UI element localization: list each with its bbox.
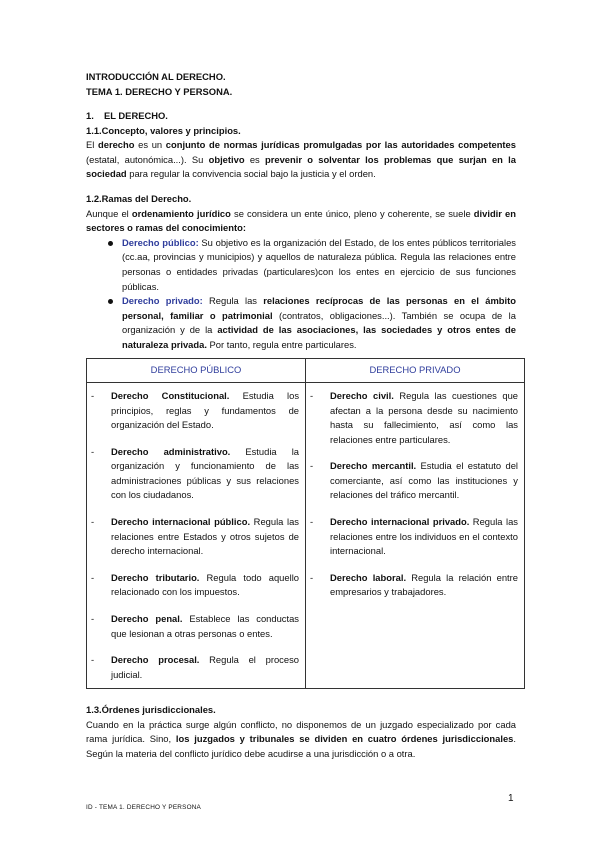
text-run: (contratos, obligaciones...). También se ocupa de la organización y de la (122, 309, 516, 336)
bullet-derecho-privado (122, 294, 516, 352)
text-run: (estatal, autonómica...). Su (86, 153, 209, 165)
table-entry (91, 612, 299, 641)
entry-name: Derecho mercantil. (330, 460, 417, 472)
publico-column (87, 382, 306, 688)
section-1-3-heading: 1.3.Órdenes jurisdiccionales. (86, 704, 216, 716)
section-1-2-heading: 1.2.Ramas del Derecho. (86, 193, 192, 205)
dash: - (91, 654, 95, 666)
table-entry (91, 571, 299, 600)
section-1-2-paragraph (86, 207, 516, 236)
bold-run: relaciones recíprocas de las personas en el ámbito personal, familiar o patrimonial (122, 295, 516, 321)
text-run: Por tanto, regula entre particulares. (206, 338, 357, 350)
ramas-bullet-list (86, 236, 516, 353)
entry-desc: Estudia la organización y funcionamiento de las administraciones públicas y sus relaciones con los ciudadanos. (111, 445, 299, 501)
text-run: Su objetivo es la organización del Estado, de los entes públicos territoriales (cc.aa, provincias y municipios) y aquellos de naturaleza pública. Regula las relaciones entre personas o entidades privadas (particulares)con los entes en ejercicio de sus funciones públicas. (122, 236, 516, 292)
document-content (86, 70, 516, 762)
entry-desc: Regula las cuestiones que afectan a la persona desde su nacimiento hasta su fallecimiento, así como las relaciones entre particulares. (330, 389, 518, 445)
entry-name: Derecho Constitucional. (111, 389, 230, 401)
text-run: Aunque el (86, 207, 132, 219)
bold-run: los juzgados y tribunales se dividen en cuatro órdenes jurisdiccionales (175, 733, 514, 745)
section-1-1-paragraph (86, 138, 516, 182)
entry-name: Derecho procesal. (111, 654, 200, 666)
bold-run: actividad de las asociaciones, las sociedades y otros entes de naturaleza privada. (122, 324, 516, 350)
text-run: Cuando en la práctica surge algún conflicto, no disponemos de un juzgado especializado por cada rama jurídica. Sino, (86, 718, 516, 745)
text-run: es (244, 153, 265, 165)
table-entry (91, 445, 299, 503)
text-run: . Según la materia del conflicto jurídico debe acudirse a una jurisdicción o a otra. (86, 733, 516, 759)
entry-name: Derecho internacional público. (111, 516, 251, 528)
column-header-publico: DERECHO PÚBLICO (87, 359, 306, 383)
bullet-label: Derecho público: (122, 236, 199, 248)
entry-desc: Regula las relaciones entre Estados y otros sujetos de derecho internacional. (111, 516, 299, 557)
dash: - (91, 389, 95, 401)
section-1-1-heading: 1.1.Concepto, valores y principios. (86, 124, 241, 136)
table-entry (310, 571, 518, 600)
section-1-title: EL DERECHO. (104, 110, 168, 122)
dash: - (91, 571, 95, 583)
entry-name: Derecho tributario. (111, 571, 200, 583)
privado-column (306, 382, 525, 688)
document-subtitle: TEMA 1. DERECHO Y PERSONA. (86, 85, 233, 97)
dash: - (310, 460, 314, 472)
footer-label: ID - TEMA 1. DERECHO Y PERSONA (86, 804, 202, 811)
section-1-heading (86, 109, 516, 124)
entry-desc: Regula la relación entre empresarios y trabajadores. (330, 571, 518, 598)
entry-name: Derecho penal. (111, 612, 183, 624)
bold-run: prevenir o solventar los problemas que surjan en la sociedad (86, 153, 516, 180)
text-run: se considera un ente único, pleno y coherente, se suele (230, 207, 474, 219)
document-title: INTRODUCCIÓN AL DERECHO. (86, 71, 226, 82)
bold-run: objetivo (208, 153, 245, 165)
bold-run: dividir en sectores o ramas del conocimiento: (86, 207, 516, 234)
text-run: Regula las (202, 295, 264, 307)
bold-run: conjunto de normas jurídicas promulgadas por las autoridades competentes (165, 139, 516, 151)
dash: - (91, 516, 95, 528)
text-run: para regular la convivencia social bajo la justicia y el orden. (126, 168, 376, 180)
entry-name: Derecho laboral. (330, 571, 407, 583)
entry-name: Derecho civil. (330, 389, 394, 401)
bullet-label: Derecho privado: (122, 295, 203, 307)
bold-run: ordenamiento jurídico (131, 207, 231, 219)
entry-name: Derecho internacional privado. (330, 516, 470, 528)
entry-name: Derecho administrativo. (111, 445, 231, 457)
dash: - (310, 516, 314, 528)
dash: - (91, 612, 95, 624)
text-run: es un (134, 139, 166, 151)
section-1-number: 1. (86, 110, 94, 122)
column-header-privado: DERECHO PRIVADO (306, 359, 525, 383)
table-entry (310, 515, 518, 559)
table-entry (91, 515, 299, 559)
dash: - (310, 571, 314, 583)
dash: - (310, 389, 314, 401)
page-number: 1 (508, 793, 514, 804)
table-entry (91, 653, 299, 682)
bullet-derecho-publico (122, 236, 516, 294)
dash: - (91, 445, 95, 457)
table-entry (310, 459, 518, 503)
text-run: El (86, 139, 98, 151)
table-entry (310, 389, 518, 447)
table-entry (91, 389, 299, 433)
entry-desc: Regula las relaciones entre los individuos en el contexto internacional. (330, 516, 518, 557)
section-1-3-paragraph (86, 718, 516, 762)
entry-desc: Regula el proceso judicial. (111, 654, 299, 680)
ramas-table (86, 358, 525, 689)
entry-desc: Estudia el estatuto del comerciante, así como las instituciones y relaciones del tráfico mercantil. (330, 460, 518, 501)
entry-desc: Regula todo aquello relacionado con los impuestos. (111, 571, 299, 598)
entry-desc: Establece las conductas que lesionan a otras personas o entes. (111, 612, 299, 639)
entry-desc: Estudia los principios, reglas y fundamentos de organización del Estado. (111, 389, 300, 431)
bold-run: derecho (98, 139, 135, 151)
